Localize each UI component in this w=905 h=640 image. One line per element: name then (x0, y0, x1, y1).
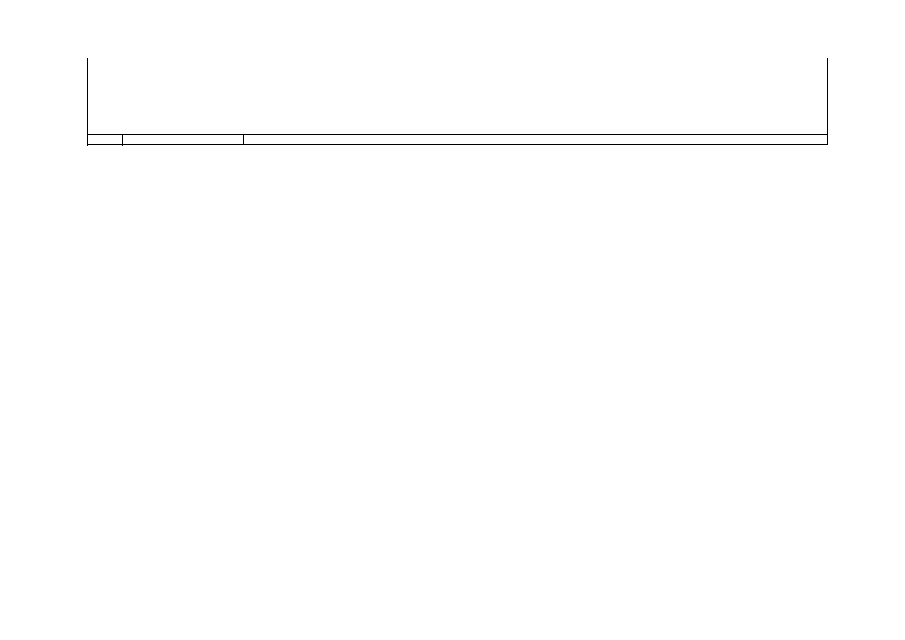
title-block (87, 58, 828, 134)
header-col-kvartal (122, 135, 243, 145)
header-col-no (88, 135, 123, 145)
header-row-group (88, 135, 828, 145)
header-group-vri (244, 135, 828, 145)
document-sheet (87, 58, 828, 145)
main-data-table (87, 134, 828, 145)
